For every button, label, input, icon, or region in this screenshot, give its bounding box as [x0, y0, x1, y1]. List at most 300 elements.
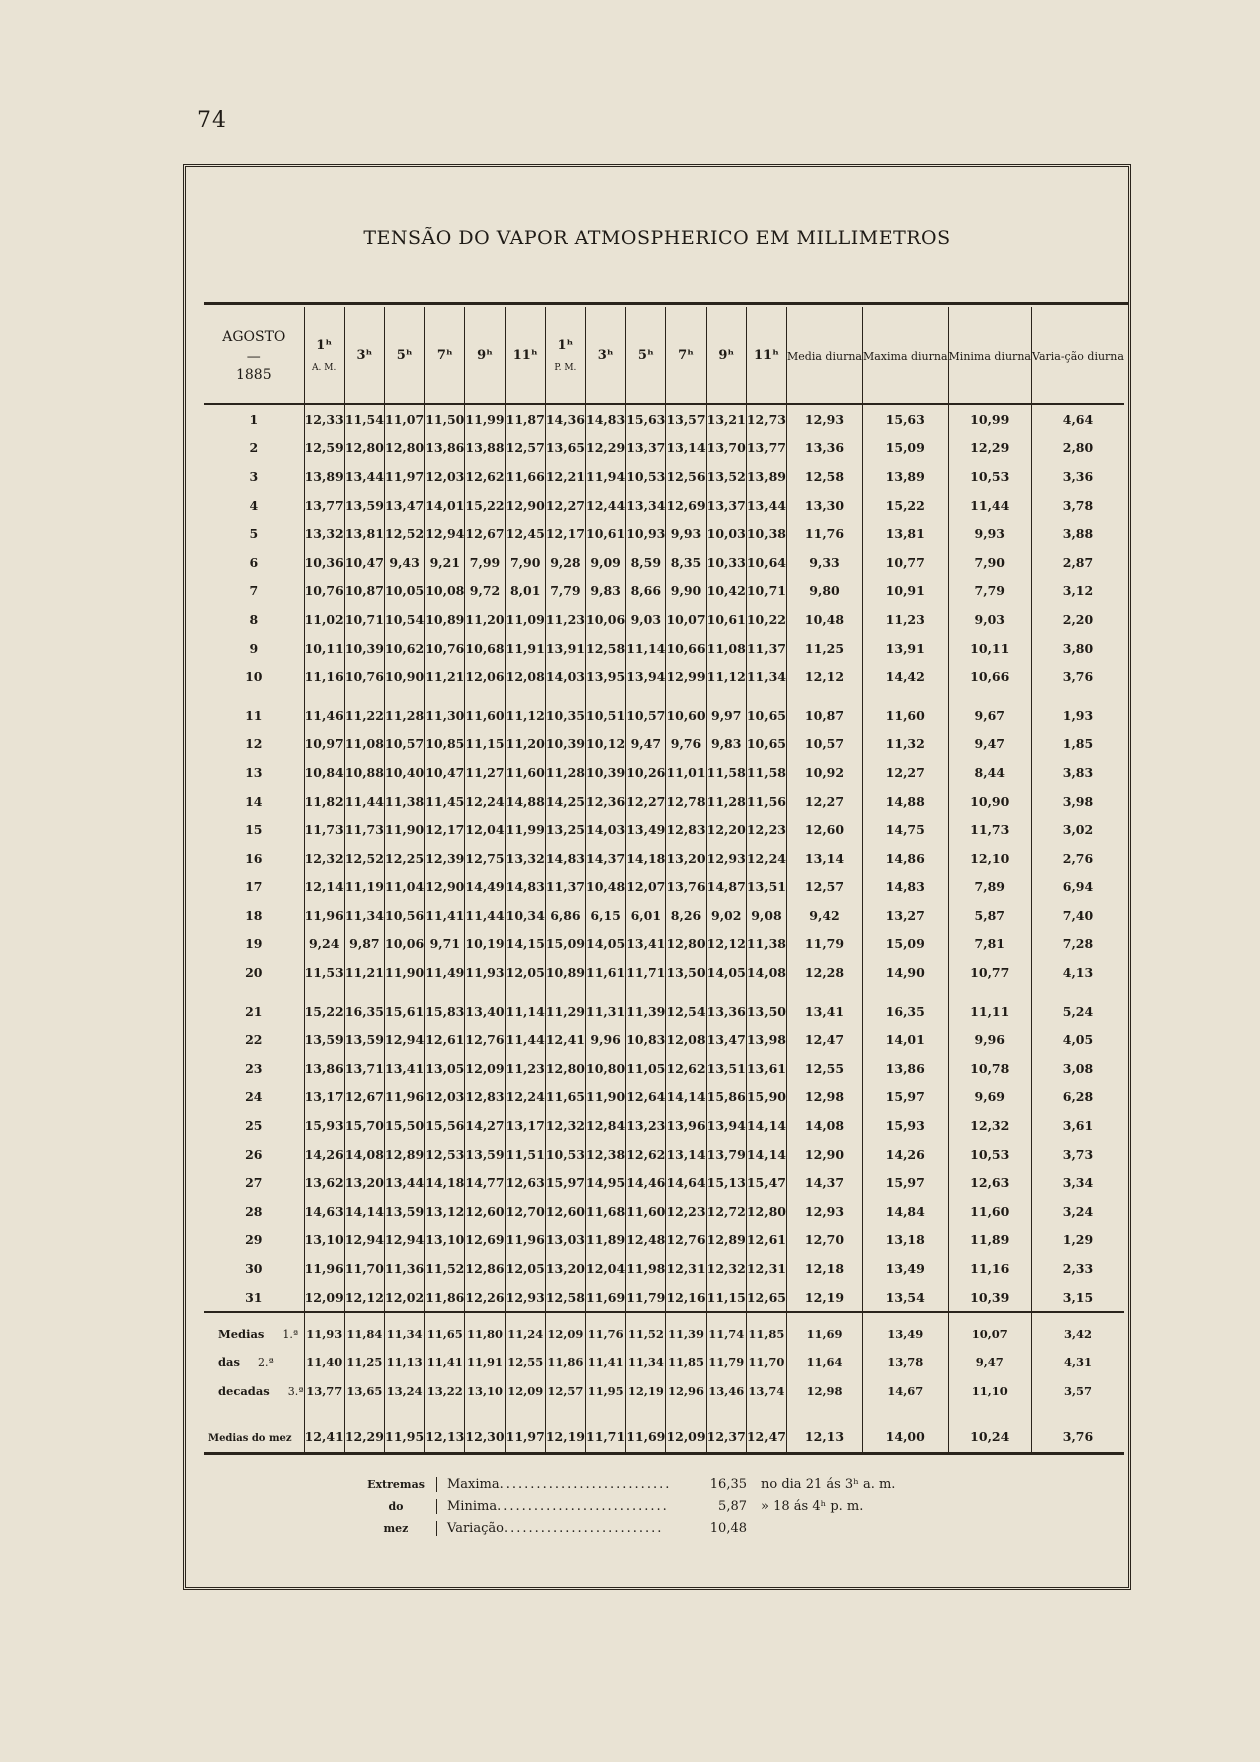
value-cell: 12,24 — [465, 787, 505, 816]
value-cell: 14,15 — [505, 930, 545, 959]
value-cell: 9,90 — [666, 577, 706, 606]
table-row — [204, 519, 1124, 548]
value-cell: 14,26 — [304, 1140, 344, 1169]
month-mean-value: 10,24 — [948, 1415, 1031, 1453]
value-cell: 12,93 — [706, 844, 746, 873]
value-cell: 11,86 — [425, 1283, 465, 1313]
value-cell: 12,73 — [746, 404, 786, 434]
value-cell: 14,63 — [304, 1197, 344, 1226]
value-cell: 11,98 — [626, 1254, 666, 1283]
value-cell: 14,88 — [862, 787, 948, 816]
value-cell: 10,90 — [385, 662, 425, 691]
value-cell: 12,27 — [787, 787, 863, 816]
value-cell: 12,90 — [505, 491, 545, 520]
value-cell: 7,28 — [1031, 930, 1124, 959]
value-cell: 10,47 — [425, 758, 465, 787]
value-cell: 12,31 — [666, 1254, 706, 1283]
value-cell: 13,27 — [862, 901, 948, 930]
value-cell: 12,65 — [746, 1283, 786, 1313]
value-cell: 15,09 — [862, 930, 948, 959]
value-cell: 10,76 — [304, 577, 344, 606]
value-cell: 12,27 — [626, 787, 666, 816]
value-cell: 13,34 — [626, 491, 666, 520]
value-cell: 14,64 — [666, 1168, 706, 1197]
value-cell: 11,91 — [505, 634, 545, 663]
value-cell: 11,52 — [425, 1254, 465, 1283]
table-row — [204, 462, 1124, 491]
value-cell: 6,94 — [1031, 873, 1124, 902]
table-row — [204, 605, 1124, 634]
hour-header — [385, 307, 425, 404]
value-cell: 3,76 — [1031, 662, 1124, 691]
value-cell: 15,97 — [545, 1168, 585, 1197]
value-cell: 1,29 — [1031, 1226, 1124, 1255]
value-cell: 15,09 — [862, 434, 948, 463]
value-cell: 10,83 — [626, 1025, 666, 1054]
value-cell: 15,97 — [862, 1168, 948, 1197]
value-cell: 13,36 — [787, 434, 863, 463]
extreme-side-label: Extremas — [367, 1477, 425, 1491]
value-cell: 11,16 — [304, 662, 344, 691]
day-cell: 17 — [245, 879, 263, 895]
value-cell: 13,88 — [465, 434, 505, 463]
value-cell: 14,14 — [746, 1140, 786, 1169]
value-cell: 9,72 — [465, 577, 505, 606]
value-cell: 9,43 — [385, 548, 425, 577]
extreme-name: Minima — [447, 1498, 498, 1514]
value-cell: 9,83 — [706, 730, 746, 759]
value-cell: 13,20 — [344, 1168, 384, 1197]
value-cell: 14,01 — [425, 491, 465, 520]
value-cell: 12,80 — [344, 434, 384, 463]
value-cell: 12,27 — [862, 758, 948, 787]
value-cell: 11,14 — [626, 634, 666, 663]
decade-mean-value: 11,64 — [787, 1348, 863, 1377]
table-row — [204, 577, 1124, 606]
table-row — [204, 1025, 1124, 1054]
value-cell: 11,70 — [344, 1254, 384, 1283]
decade-mean-row — [204, 1348, 1124, 1377]
value-cell: 13,41 — [385, 1054, 425, 1083]
value-cell: 10,97 — [304, 730, 344, 759]
decade-mean-row — [204, 1377, 1124, 1416]
value-cell: 11,46 — [304, 691, 344, 730]
value-cell: 10,07 — [666, 605, 706, 634]
decade-mean-value: 13,65 — [344, 1377, 384, 1416]
day-cell: 28 — [245, 1203, 263, 1219]
value-cell: 14,08 — [787, 1111, 863, 1140]
decade-mean-value: 11,52 — [626, 1312, 666, 1348]
extreme-value: 10,48 — [709, 1520, 747, 1536]
value-cell: 10,71 — [344, 605, 384, 634]
value-cell: 11,36 — [385, 1254, 425, 1283]
value-cell: 12,33 — [304, 404, 344, 434]
value-cell: 14,03 — [586, 815, 626, 844]
value-cell: 11,50 — [425, 404, 465, 434]
value-cell: 10,92 — [787, 758, 863, 787]
value-cell: 9,97 — [706, 691, 746, 730]
value-cell: 13,44 — [746, 491, 786, 520]
value-cell: 12,38 — [586, 1140, 626, 1169]
value-cell: 13,49 — [862, 1254, 948, 1283]
value-cell: 14,84 — [862, 1197, 948, 1226]
value-cell: 15,22 — [304, 987, 344, 1026]
value-cell: 15,93 — [304, 1111, 344, 1140]
value-cell: 10,87 — [787, 691, 863, 730]
value-cell: 11,29 — [545, 987, 585, 1026]
value-cell: 12,19 — [787, 1283, 863, 1313]
value-cell: 10,99 — [948, 404, 1031, 434]
value-cell: 11,53 — [304, 958, 344, 987]
day-cell: 27 — [245, 1175, 263, 1191]
value-cell: 13,89 — [862, 462, 948, 491]
value-cell: 13,52 — [706, 462, 746, 491]
value-cell: 14,83 — [545, 844, 585, 873]
day-cell: 24 — [245, 1089, 263, 1105]
value-cell: 14,86 — [862, 844, 948, 873]
value-cell: 12,32 — [304, 844, 344, 873]
value-cell: 13,50 — [666, 958, 706, 987]
value-cell: 2,80 — [1031, 434, 1124, 463]
value-cell: 12,60 — [787, 815, 863, 844]
value-cell: 12,98 — [787, 1083, 863, 1112]
stat-header — [1031, 307, 1124, 404]
value-cell: 11,60 — [862, 691, 948, 730]
value-cell: 15,22 — [862, 491, 948, 520]
hour-label: 7ʰ — [436, 348, 453, 363]
value-cell: 12,76 — [666, 1226, 706, 1255]
value-cell: 11,41 — [425, 901, 465, 930]
value-cell: 14,42 — [862, 662, 948, 691]
value-cell: 13,36 — [706, 987, 746, 1026]
value-cell: 9,87 — [344, 930, 384, 959]
value-cell: 10,38 — [746, 519, 786, 548]
value-cell: 11,87 — [505, 404, 545, 434]
value-cell: 13,21 — [706, 404, 746, 434]
hour-header — [465, 307, 505, 404]
value-cell: 12,02 — [385, 1283, 425, 1313]
value-cell: 9,76 — [666, 730, 706, 759]
decade-mean-value: 13,49 — [862, 1312, 948, 1348]
decade-mean-value: 11,65 — [425, 1312, 465, 1348]
value-cell: 9,47 — [626, 730, 666, 759]
stat-label: Media diurna — [787, 349, 862, 363]
value-cell: 12,09 — [465, 1054, 505, 1083]
value-cell: 10,88 — [344, 758, 384, 787]
day-cell: 1 — [249, 411, 259, 427]
value-cell: 13,25 — [545, 815, 585, 844]
value-cell: 12,90 — [787, 1140, 863, 1169]
value-cell: 10,66 — [666, 634, 706, 663]
day-cell: 5 — [249, 526, 259, 542]
value-cell: 12,24 — [505, 1083, 545, 1112]
decade-ordinal: 1.ª — [282, 1327, 299, 1341]
hour-label: 3ʰ — [356, 348, 373, 363]
value-cell: 13,41 — [787, 987, 863, 1026]
value-cell: 11,79 — [626, 1283, 666, 1313]
value-cell: 11,58 — [706, 758, 746, 787]
month-mean-value: 12,29 — [344, 1415, 384, 1453]
value-cell: 10,05 — [385, 577, 425, 606]
value-cell: 11,60 — [505, 758, 545, 787]
value-cell: 11,28 — [385, 691, 425, 730]
value-cell: 14,05 — [706, 958, 746, 987]
value-cell: 12,48 — [626, 1226, 666, 1255]
hour-period: A. M. — [312, 363, 337, 373]
value-cell: 9,33 — [787, 548, 863, 577]
decade-mean-value: 11,41 — [425, 1348, 465, 1377]
table-row — [204, 1254, 1124, 1283]
value-cell: 11,11 — [948, 987, 1031, 1026]
value-cell: 14,95 — [586, 1168, 626, 1197]
value-cell: 12,39 — [425, 844, 465, 873]
value-cell: 12,99 — [666, 662, 706, 691]
value-cell: 12,57 — [787, 873, 863, 902]
value-cell: 11,32 — [862, 730, 948, 759]
value-cell: 11,51 — [505, 1140, 545, 1169]
value-cell: 11,38 — [746, 930, 786, 959]
month-mean-value: 11,97 — [505, 1415, 545, 1453]
value-cell: 12,32 — [948, 1111, 1031, 1140]
value-cell: 6,28 — [1031, 1083, 1124, 1112]
month-mean-label: Medias do mez — [204, 1415, 304, 1453]
value-cell: 12,78 — [666, 787, 706, 816]
value-cell: 12,93 — [505, 1283, 545, 1313]
hour-header — [666, 307, 706, 404]
decade-mean-value: 14,67 — [862, 1377, 948, 1416]
value-cell: 11,14 — [505, 987, 545, 1026]
value-cell: 12,29 — [948, 434, 1031, 463]
value-cell: 10,57 — [385, 730, 425, 759]
table-row — [204, 434, 1124, 463]
value-cell: 11,99 — [505, 815, 545, 844]
value-cell: 12,83 — [465, 1083, 505, 1112]
day-cell: 13 — [245, 764, 263, 780]
value-cell: 12,18 — [787, 1254, 863, 1283]
day-cell: 18 — [245, 907, 263, 923]
value-cell: 11,96 — [304, 901, 344, 930]
decade-mean-value: 13,24 — [385, 1377, 425, 1416]
value-cell: 12,45 — [505, 519, 545, 548]
value-cell: 15,93 — [862, 1111, 948, 1140]
hour-header — [344, 307, 384, 404]
value-cell: 11,68 — [586, 1197, 626, 1226]
value-cell: 12,41 — [545, 1025, 585, 1054]
value-cell: 12,59 — [304, 434, 344, 463]
value-cell: 12,61 — [425, 1025, 465, 1054]
month-dash: — — [246, 349, 261, 365]
value-cell: 12,89 — [706, 1226, 746, 1255]
decade-mean-value: 11,34 — [385, 1312, 425, 1348]
value-cell: 9,47 — [948, 730, 1031, 759]
value-cell: 10,76 — [344, 662, 384, 691]
decade-mean-value: 11,85 — [666, 1348, 706, 1377]
value-cell: 11,45 — [425, 787, 465, 816]
month-label: AGOSTO — [222, 329, 286, 345]
value-cell: 10,26 — [626, 758, 666, 787]
value-cell: 11,82 — [304, 787, 344, 816]
decade-label-cell — [204, 1312, 304, 1348]
stat-label: Maxima diurna — [862, 349, 948, 363]
decade-mean-value: 11,93 — [304, 1312, 344, 1348]
value-cell: 12,32 — [706, 1254, 746, 1283]
decade-mean-value: 4,31 — [1031, 1348, 1124, 1377]
value-cell: 11,28 — [545, 758, 585, 787]
decade-mean-value: 11,41 — [586, 1348, 626, 1377]
value-cell: 10,53 — [948, 462, 1031, 491]
decade-mean-value: 11,91 — [465, 1348, 505, 1377]
value-cell: 7,89 — [948, 873, 1031, 902]
value-cell: 11,97 — [385, 462, 425, 491]
value-cell: 10,08 — [425, 577, 465, 606]
value-cell: 12,47 — [787, 1025, 863, 1054]
value-cell: 10,91 — [862, 577, 948, 606]
value-cell: 12,14 — [304, 873, 344, 902]
value-cell: 10,80 — [586, 1054, 626, 1083]
value-cell: 14,27 — [465, 1111, 505, 1140]
value-cell: 11,16 — [948, 1254, 1031, 1283]
value-cell: 11,21 — [344, 958, 384, 987]
value-cell: 11,07 — [385, 404, 425, 434]
value-cell: 3,61 — [1031, 1111, 1124, 1140]
hour-label: 11ʰ — [753, 348, 779, 363]
value-cell: 10,03 — [706, 519, 746, 548]
table-row — [204, 1083, 1124, 1112]
value-cell: 9,93 — [666, 519, 706, 548]
value-cell: 14,49 — [465, 873, 505, 902]
decade-mean-value: 11,69 — [787, 1312, 863, 1348]
value-cell: 12,04 — [465, 815, 505, 844]
value-cell: 13,40 — [465, 987, 505, 1026]
value-cell: 9,67 — [948, 691, 1031, 730]
table-row — [204, 787, 1124, 816]
value-cell: 11,93 — [465, 958, 505, 987]
value-cell: 11,96 — [505, 1226, 545, 1255]
decade-mean-value: 11,74 — [706, 1312, 746, 1348]
value-cell: 2,87 — [1031, 548, 1124, 577]
value-cell: 15,97 — [862, 1083, 948, 1112]
value-cell: 13,03 — [545, 1226, 585, 1255]
month-mean-value: 12,41 — [304, 1415, 344, 1453]
value-cell: 11,37 — [545, 873, 585, 902]
value-cell: 12,62 — [666, 1054, 706, 1083]
value-cell: 10,51 — [586, 691, 626, 730]
table-row — [204, 1140, 1124, 1169]
value-cell: 9,09 — [586, 548, 626, 577]
extreme-name: Variação — [447, 1520, 504, 1536]
table-row — [204, 662, 1124, 691]
stat-label: Varia-ção diurna — [1032, 349, 1124, 363]
page-number: 74 — [197, 108, 227, 133]
decade-ordinal: 3.ª — [287, 1384, 304, 1398]
value-cell: 10,53 — [626, 462, 666, 491]
value-cell: 11,15 — [465, 730, 505, 759]
decade-mean-value: 13,74 — [746, 1377, 786, 1416]
day-cell: 11 — [245, 707, 263, 723]
decade-mean-value: 11,34 — [626, 1348, 666, 1377]
value-cell: 12,09 — [304, 1283, 344, 1313]
value-cell: 2,33 — [1031, 1254, 1124, 1283]
table-row — [204, 730, 1124, 759]
value-cell: 11,60 — [948, 1197, 1031, 1226]
value-cell: 11,90 — [586, 1083, 626, 1112]
value-cell: 10,85 — [425, 730, 465, 759]
value-cell: 11,38 — [385, 787, 425, 816]
value-cell: 11,02 — [304, 605, 344, 634]
table-frame — [183, 164, 1131, 1590]
decade-mean-value: 13,78 — [862, 1348, 948, 1377]
value-cell: 13,12 — [425, 1197, 465, 1226]
decade-mean-value: 12,96 — [666, 1377, 706, 1416]
value-cell: 16,35 — [862, 987, 948, 1026]
decade-mean-value: 12,09 — [505, 1377, 545, 1416]
decade-mean-value: 11,79 — [706, 1348, 746, 1377]
value-cell: 9,08 — [746, 901, 786, 930]
table-row — [204, 987, 1124, 1026]
day-cell: 26 — [245, 1146, 263, 1162]
value-cell: 9,02 — [706, 901, 746, 930]
value-cell: 12,64 — [626, 1083, 666, 1112]
hour-header — [304, 307, 344, 404]
value-cell: 12,55 — [787, 1054, 863, 1083]
table-title: TENSÃO DO VAPOR ATMOSPHERICO EM MILLIMETROS — [363, 227, 951, 249]
extreme-side-label: do — [388, 1499, 404, 1513]
decade-mean-value: 13,77 — [304, 1377, 344, 1416]
value-cell: 12,63 — [505, 1168, 545, 1197]
value-cell: 11,28 — [706, 787, 746, 816]
value-cell: 10,61 — [706, 605, 746, 634]
day-cell: 15 — [245, 822, 263, 838]
value-cell: 5,87 — [948, 901, 1031, 930]
value-cell: 14,05 — [586, 930, 626, 959]
day-cell: 21 — [245, 1003, 263, 1019]
value-cell: 12,76 — [465, 1025, 505, 1054]
day-cell: 23 — [245, 1060, 263, 1076]
extreme-row — [356, 1473, 895, 1495]
value-cell: 9,71 — [425, 930, 465, 959]
value-cell: 13,94 — [706, 1111, 746, 1140]
value-cell: 11,73 — [344, 815, 384, 844]
extreme-name-cell — [436, 1499, 687, 1514]
value-cell: 7,81 — [948, 930, 1031, 959]
value-cell: 14,83 — [862, 873, 948, 902]
value-cell: 11,05 — [626, 1054, 666, 1083]
value-cell: 11,96 — [304, 1254, 344, 1283]
value-cell: 11,69 — [586, 1283, 626, 1313]
value-cell: 15,90 — [746, 1083, 786, 1112]
value-cell: 12,08 — [505, 662, 545, 691]
value-cell: 13,59 — [385, 1197, 425, 1226]
value-cell: 15,61 — [385, 987, 425, 1026]
decade-ordinal: 2.ª — [257, 1356, 274, 1370]
value-cell: 10,22 — [746, 605, 786, 634]
table-row — [204, 491, 1124, 520]
day-cell: 31 — [245, 1289, 263, 1305]
value-cell: 12,70 — [505, 1197, 545, 1226]
hour-period: P. M. — [554, 363, 577, 373]
value-cell: 3,78 — [1031, 491, 1124, 520]
value-cell: 14,18 — [626, 844, 666, 873]
value-cell: 12,12 — [706, 930, 746, 959]
value-cell: 10,42 — [706, 577, 746, 606]
value-cell: 14,03 — [545, 662, 585, 691]
value-cell: 13,96 — [666, 1111, 706, 1140]
value-cell: 10,47 — [344, 548, 384, 577]
value-cell: 12,58 — [545, 1283, 585, 1313]
value-cell: 16,35 — [344, 987, 384, 1026]
value-cell: 11,15 — [706, 1283, 746, 1313]
value-cell: 9,03 — [626, 605, 666, 634]
